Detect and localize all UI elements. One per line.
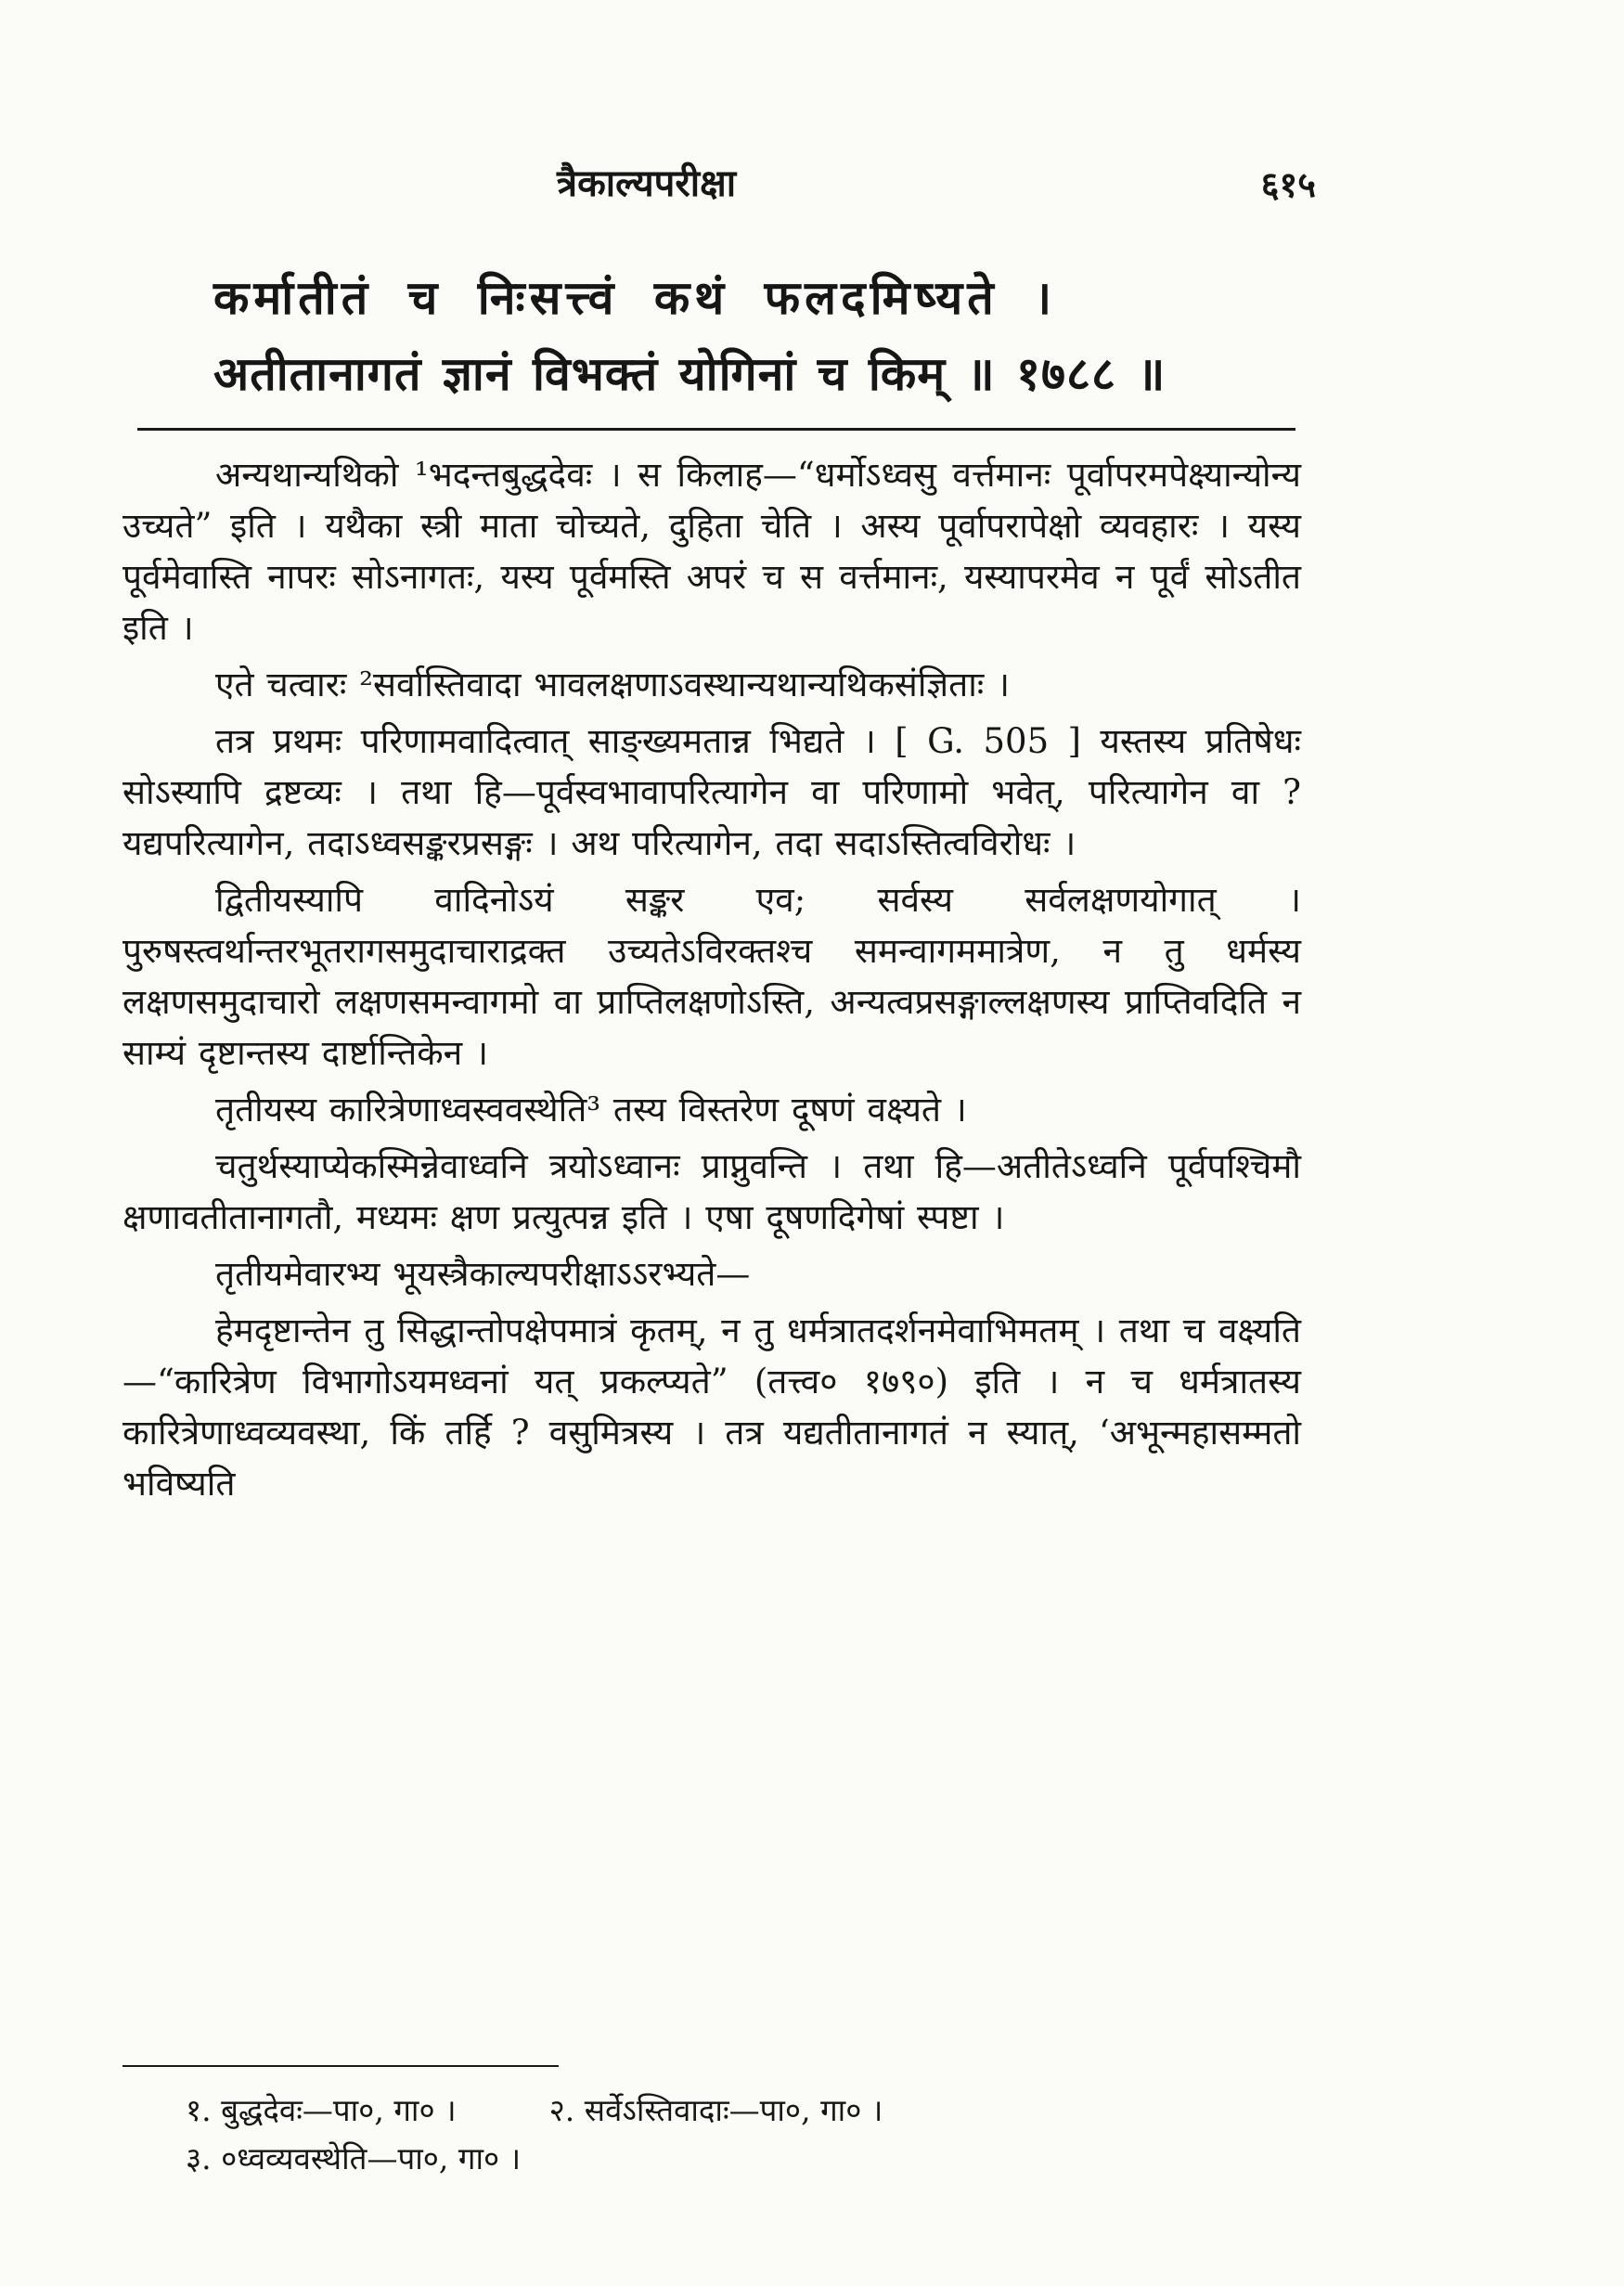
commentary-paragraph: एते चत्वारः ²सर्वास्तिवादा भावलक्षणाऽवस्थान्यथान्यथिकसंज्ञिताः । — [215, 665, 1011, 704]
footnotes — [186, 2086, 1299, 2183]
commentary-paragraph: चतुर्थस्याप्येकस्मिन्नेवाध्वनि त्रयोऽध्वानः प्राप्नुवन्ति । तथा हि—अतीतेऽध्वनि पूर्वपश्चिमौ क्षणावतीतानागतौ, मध्यमः क्षण प्रत्युत्पन्न इति । एषा दूषणदिगेषां स्पष्टा । — [122, 1146, 1301, 1237]
verse-line-2: अतीतानागतं ज्ञानं विभक्तं योगिनां च किम् ॥ १७८८ ॥ — [213, 346, 1166, 401]
footnote-row — [186, 2135, 1299, 2183]
verse-block — [213, 260, 1318, 412]
running-header — [139, 156, 1316, 212]
commentary-body — [122, 449, 1301, 1515]
commentary-paragraph: अन्यथान्यथिको ¹भदन्तबुद्धदेवः । स किलाह—“धर्मोऽध्वसु वर्त्तमानः पूर्वापरमपेक्ष्यान्योन्य उच्यते” इति । यथैका स्त्री माता चोच्यते, दुहिता चेति । अस्य पूर्वापरापेक्षो व्यवहारः । यस्य पूर्वमेवास्ति नापरः सोऽनागतः, यस्य पूर्वमस्ति अपरं च स वर्त्तमानः, यस्यापरमेव न पूर्वं सोऽतीत इति । — [122, 455, 1301, 648]
running-title: त्रैकाल्यपरीक्षा — [557, 161, 737, 205]
footnote-divider — [122, 2065, 559, 2067]
verse-line-1: कर्मातीतं च निःसत्त्वं कथं फलदमिष्यते । — [213, 270, 1057, 325]
footnote-2: २. सर्वेऽस्तिवादाः—पा०, गा० । — [548, 2092, 883, 2128]
commentary-paragraph: हेमदृष्टान्तेन तु सिद्धान्तोपक्षेपमात्रं कृतम्, न तु धर्मत्रातदर्शनमेवाभिमतम् । तथा च वक्ष्यति—“कारित्रेण विभागोऽयमध्वनां यत् प्रकल्प्यते” (तत्त्व० १७९०) इति । न च धर्मत्रातस्य कारित्रेणाध्वव्यवस्था, किं तर्हि ? वसुमित्रस्य । तत्र यद्यतीतानागतं न स्यात्, ‘अभून्महासम्मतो भविष्यति — [122, 1311, 1301, 1504]
footnote-1: १. बुद्धदेवः—पा०, गा० । — [186, 2092, 457, 2128]
page-number: ६१५ — [1260, 163, 1316, 205]
commentary-paragraph: तृतीयमेवारभ्य भूयस्त्रैकाल्यपरीक्षाऽऽरभ्यते— — [215, 1254, 751, 1294]
verse-divider — [137, 428, 1295, 431]
footnote-3: ३. ०ध्वव्यवस्थेति—पा०, गा० । — [186, 2140, 522, 2176]
commentary-paragraph: तृतीयस्य कारित्रेणाध्वस्ववस्थेति³ तस्य विस्तरेण दूषणं वक्ष्यते । — [215, 1090, 967, 1130]
commentary-paragraph: तत्र प्रथमः परिणामवादित्वात् साङ्ख्यमतान्न भिद्यते । [ G. 505 ] यस्तस्य प्रतिषेधः सोऽस्यापि द्रष्टव्यः । तथा हि—पूर्वस्वभावापरित्यागेन वा परिणामो भवेत्, परित्यागेन वा ? यद्यपरित्यागेन, तदाऽध्वसङ्करप्रसङ्गः । अथ परित्यागेन, तदा सदाऽस्तित्वविरोधः । — [122, 721, 1301, 863]
commentary-paragraph: द्वितीयस्यापि वादिनोऽयं सङ्कर एव; सर्वस्य सर्वलक्षणयोगात् । पुरुषस्त्वर्थान्तरभूतरागसमुदाचाराद्रक्त उच्यतेऽविरक्तश्च समन्वागममात्रेण, न तु धर्मस्य लक्षणसमुदाचारो लक्षणसमन्वागमो वा प्राप्तिलक्षणोऽस्ति, अन्यत्वप्रसङ्गाल्लक्षणस्य प्राप्तिवदिति न साम्यं दृष्टान्तस्य दार्ष्टान्तिकेन । — [122, 880, 1301, 1073]
footnote-row — [186, 2086, 1299, 2135]
